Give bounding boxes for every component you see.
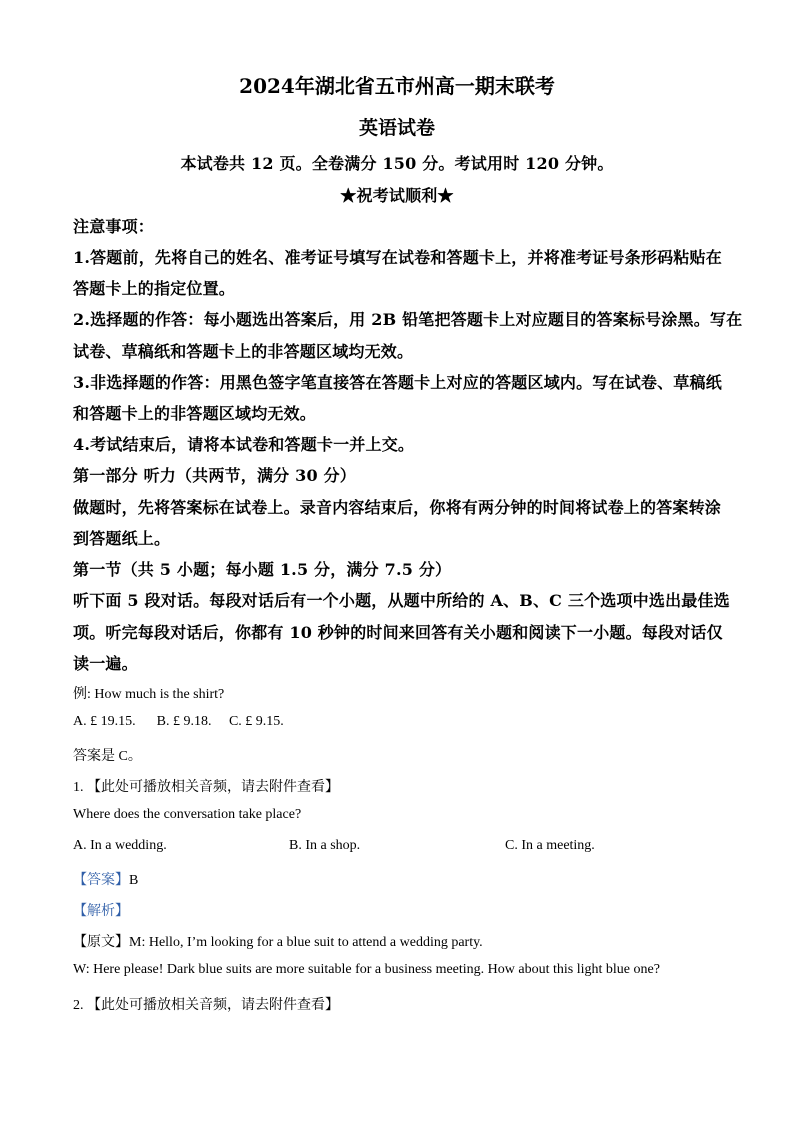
part1-intro-line-1: 做题时，先将答案标在试卷上。录音内容结束后，你将有两分钟的时间将试卷上的答案转涂 bbox=[73, 498, 722, 517]
note-3-line-1: 3.非选择题的作答：用黑色签字笔直接答在答题卡上对应的答题区域内。写在试卷、草稿纸 bbox=[73, 373, 722, 392]
directions-line-2: 项。听完每段对话后，你都有 10 秒钟的时间来回答有关小题和阅读下一小题。每段对话仅 bbox=[73, 623, 723, 642]
note-2-line-1: 2.选择题的作答：每小题选出答案后，用 2B 铅笔把答题卡上对应题目的答案标号涂黑。写在 bbox=[73, 310, 743, 329]
note-1-line-1: 1.答题前，先将自己的姓名、准考证号填写在试卷和答题卡上，并将准考证号条形码粘贴在 bbox=[73, 248, 722, 267]
analysis-tag: 【解析】 bbox=[73, 904, 129, 919]
q1-option-c: C. In a meeting. bbox=[505, 838, 595, 853]
q2-audio-prompt[interactable]: 2. 【此处可播放相关音频，请去附件查看】 bbox=[73, 998, 339, 1013]
page-title: 2024年湖北省五市州高一期末联考 bbox=[239, 74, 555, 98]
exam-wish: ★祝考试顺利★ bbox=[340, 186, 454, 205]
directions-line-1: 听下面 5 段对话。每段对话后有一个小题，从题中所给的 A、B、C 三个选项中选出最佳选 bbox=[73, 591, 730, 610]
q1-options bbox=[73, 838, 723, 858]
note-4: 4.考试结束后，请将本试卷和答题卡一并上交。 bbox=[73, 435, 415, 454]
notes-heading: 注意事项： bbox=[73, 217, 155, 236]
q1-original-m bbox=[73, 931, 483, 951]
q1-option-a: A. In a wedding. bbox=[73, 838, 167, 853]
example-question: 例: How much is the shirt? bbox=[73, 687, 225, 702]
example-answer: 答案是 C。 bbox=[73, 749, 142, 764]
q1-original-w: W: Here please! Dark blue suits are more suitable for a business meeting. How about this light blue one? bbox=[73, 962, 660, 977]
q1-option-b: B. In a shop. bbox=[289, 838, 361, 853]
q1-original-m-text: M: Hello, I’m looking for a blue suit to attend a wedding party. bbox=[129, 935, 483, 950]
part1-heading: 第一部分 听力（共两节，满分 30 分） bbox=[73, 466, 356, 485]
q1-answer-line bbox=[73, 869, 138, 889]
q1-answer: B bbox=[129, 873, 139, 888]
part1-intro-line-2: 到答题纸上。 bbox=[73, 529, 171, 548]
page-subtitle: 英语试卷 bbox=[358, 117, 435, 139]
directions-line-3: 读一遍。 bbox=[73, 654, 138, 673]
answer-tag: 【答案】 bbox=[73, 873, 129, 888]
note-2-line-2: 试卷、草稿纸和答题卡上的非答题区域均无效。 bbox=[73, 342, 414, 361]
exam-info: 本试卷共 12 页。全卷满分 150 分。考试用时 120 分钟。 bbox=[180, 154, 614, 173]
note-3-line-2: 和答题卡上的非答题区域均无效。 bbox=[73, 404, 317, 423]
example-options: A. £ 19.15. B. £ 9.18. C. £ 9.15. bbox=[73, 714, 284, 729]
q1-audio-prompt[interactable]: 1. 【此处可播放相关音频，请去附件查看】 bbox=[73, 780, 339, 795]
note-1-line-2: 答题卡上的指定位置。 bbox=[73, 279, 236, 298]
section1-heading: 第一节（共 5 小题；每小题 1.5 分，满分 7.5 分） bbox=[73, 560, 452, 579]
q1-question: Where does the conversation take place? bbox=[73, 807, 302, 822]
original-tag: 【原文】 bbox=[73, 935, 129, 950]
